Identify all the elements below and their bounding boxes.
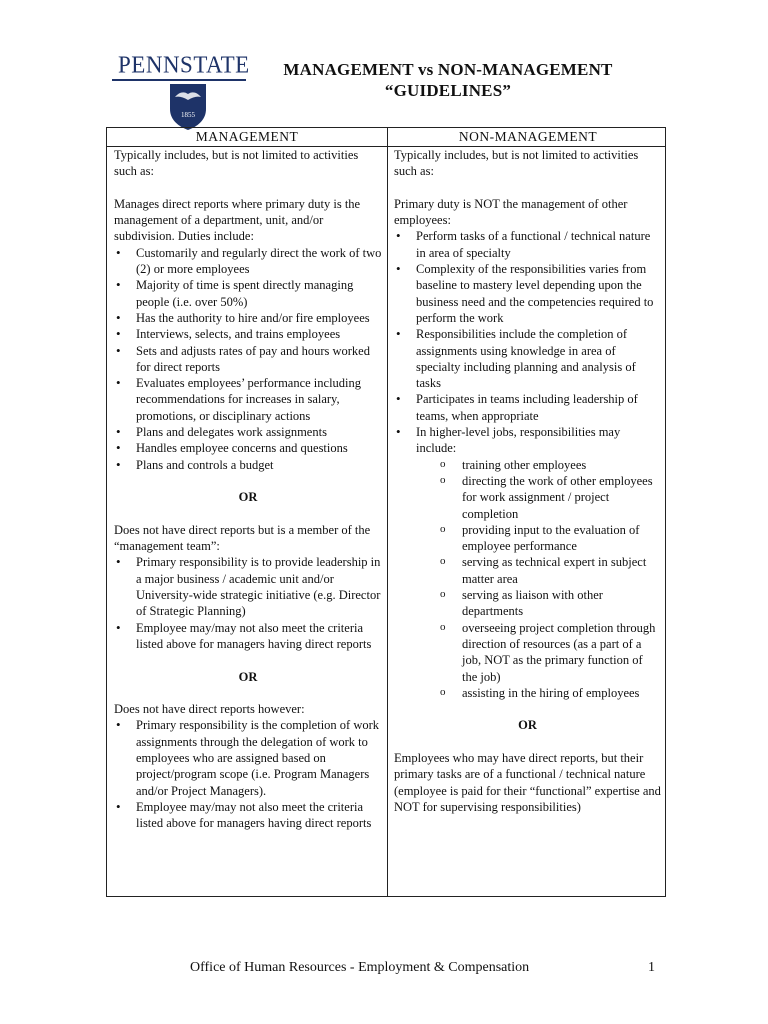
logo-year: 1855 [181,111,195,119]
management-section3-text: Does not have direct reports however: [114,702,305,717]
guidelines-table [106,127,666,897]
management-column [114,147,382,831]
title-line-1: MANAGEMENT vs NON-MANAGEMENT [283,60,613,79]
list-item: • Participates in teams including leadership of teams, when appropriate [394,391,661,424]
list-item: • Employee may/may not also meet the criteria listed above for managers having direct reports [114,620,382,653]
list-item: o serving as liaison with other departments [440,587,661,620]
list-item: • Evaluates employees’ performance including recommendations for increases in salary, promotions, or disciplinary actions [114,375,382,424]
logo-rule [112,79,246,81]
management-section2-text: Does not have direct reports but is a member of the “management team”: [114,522,371,554]
list-item: • Plans and controls a budget [114,457,382,473]
list-item: • Customarily and regularly direct the work of two (2) or more employees [114,245,382,278]
header-management: MANAGEMENT [195,129,299,144]
list-item: • Complexity of the responsibilities varies from baseline to mastery level depending upon the business need and the competencies required to perform the work [394,261,661,326]
list-item: • Handles employee concerns and questions [114,440,382,456]
column-divider [387,128,388,896]
list-item: o directing the work of other employees for work assignment / project completion [440,473,661,522]
non-management-intro: Typically includes, but is not limited to activities such as: [394,148,639,179]
list-item: • Plans and delegates work assignments [114,424,382,440]
list-item: o assisting in the hiring of employees [440,685,661,701]
list-item: • Primary responsibility is to provide leadership in a major business / academic unit and/or University-wide strategic initiative (e.g. Director of Strategic Planning) [114,554,382,619]
page-number: 1 [648,960,655,975]
management-section3-list [114,717,382,831]
shield-icon [169,83,207,131]
page-title [262,59,634,101]
non-management-list [394,228,661,456]
list-item: • Sets and adjusts rates of pay and hours worked for direct reports [114,343,382,376]
list-item: o providing input to the evaluation of employee performance [440,522,661,555]
non-management-sublist [394,457,661,701]
list-item: • Has the authority to hire and/or fire employees [114,310,382,326]
management-section2-list [114,554,382,652]
management-section1-text: Manages direct reports where primary duty is the management of a department, unit, and/or subdivision. Duties include: [114,196,361,244]
management-intro: Typically includes, but is not limited to activities such as: [114,148,359,179]
list-item: o training other employees [440,457,661,473]
header-non-management: NON-MANAGEMENT [458,129,598,144]
logo-wordmark: PENNSTATE [118,51,250,78]
list-item: • In higher-level jobs, responsibilities may include: [394,424,661,457]
list-item: o overseeing project completion through direction of resources (as a part of a job, NOT as the primary function of the job) [440,620,661,685]
or-separator: OR [238,490,258,505]
management-section1-list [114,245,382,473]
or-separator: OR [238,669,258,684]
non-management-section1-text: Primary duty is NOT the management of other employees: [394,196,628,228]
list-item: • Interviews, selects, and trains employees [114,326,382,342]
list-item: o serving as technical expert in subject matter area [440,554,661,587]
list-item: • Primary responsibility is the completion of work assignments through the delegation of work to employees who are assigned based on project/program scope (i.e. Program Managers and/or Project Managers). [114,717,382,798]
title-line-2: “GUIDELINES” [384,81,512,100]
list-item: • Majority of time is spent directly managing people (i.e. over 50%) [114,277,382,310]
footer-text: Office of Human Resources - Employment & Compensation [190,960,530,975]
non-management-column [394,147,661,815]
non-management-section2-text: Employees who may have direct reports, but their primary tasks are of a functional / technical nature (employee is paid for their “functional” expertise and NOT for supervising responsibilities) [394,750,661,814]
list-item: • Employee may/may not also meet the criteria listed above for managers having direct reports [114,799,382,832]
pennstate-logo [112,50,252,130]
or-separator: OR [518,718,537,733]
list-item: • Perform tasks of a functional / technical nature in area of specialty [394,228,661,261]
list-item: • Responsibilities include the completion of assignments using knowledge in area of specialty including planning and analysis of tasks [394,326,661,391]
